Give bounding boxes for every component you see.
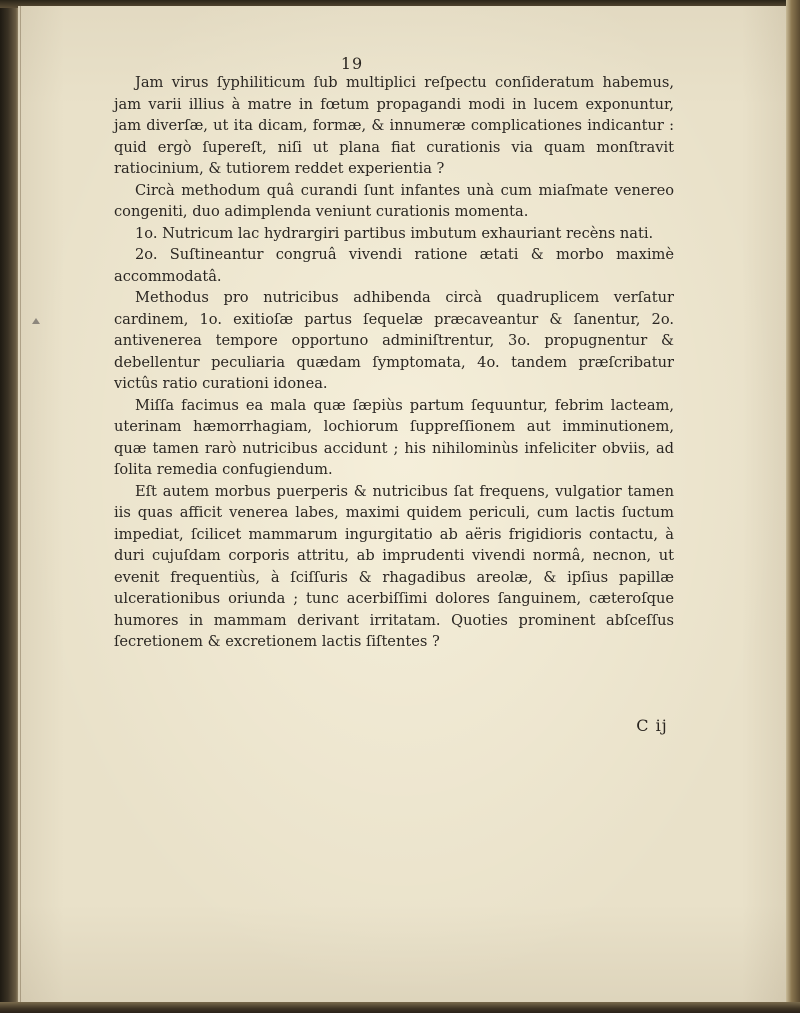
signature-mark: C ij xyxy=(636,716,668,735)
body-text xyxy=(114,72,674,653)
bottom-edge xyxy=(0,1002,800,1013)
paragraph: Methodus pro nutricibus adhibenda circà quadruplicem verſatur cardinem, 1o. exitioſæ partus ſequelæ præcaveantur & ſanentur, 2o. antivenerea tempore opportuno adminiſtrentur, 3o. propugnentur & debellentur peculiaria quædam ſymptomata, 4o. tandem præſcribatur victûs ratio curationi idonea. xyxy=(114,289,674,392)
page-edge xyxy=(786,0,800,1013)
paragraph: Circà methodum quâ curandi ſunt infantes unà cum miaſmate venereo congeniti, duo adimplenda veniunt curationis momenta. xyxy=(114,181,674,220)
book-binding xyxy=(0,0,20,1013)
paragraph: 2o. Suſtineantur congruâ vivendi ratione ætati & morbo maximè accommodatâ. xyxy=(114,246,674,285)
paragraph: Miſſa facimus ea mala quæ ſæpiùs partum ſequuntur, febrim lacteam, uterinam hæmorrhagiam, lochiorum ſuppreſſionem aut imminutionem, quæ tamen rarò nutricibus accidunt ; his nihilominùs infeliciter obviis, ad ſolita remedia confugiendum. xyxy=(114,396,674,478)
paragraph: Jam virus ſyphiliticum ſub multiplici reſpectu conſideratum habemus, jam varii illius à matre in fœtum propagandi modi in lucem exponuntur, jam diverſæ, ut ita dicam, formæ, & innumeræ complicationes indicantur : quid ergò ſupereſt, niſi ut plana fiat curationis via quam monſtravit ratiocinium, & tutiorem reddet experientia ? xyxy=(114,74,674,177)
page-number: 19 xyxy=(340,54,364,73)
gutter-line xyxy=(20,6,21,1004)
paragraph: Eſt autem morbus puerperis & nutricibus ſat frequens, vulgatior tamen iis quas afficit venerea labes, maximi quidem periculi, cum lactis ſuctum impediat, ſcilicet mammarum ingurgitatio ab aëris frigidioris contactu, à duri cujuſdam corporis attritu, ab imprudenti vivendi normâ, necnon, ut evenit frequentiùs, à ſciſſuris & rhagadibus areolæ, & ipſius papillæ ulcerationibus oriunda ; tunc acerbiſſimi dolores ſanguinem, cæteroſque humores in mammam derivant irritatam. Quoties prominent abſceſſus ſecretionem & excretionem lactis ſiſtentes ? xyxy=(114,482,674,650)
margin-mark xyxy=(32,318,40,324)
paragraph: 1o. Nutricum lac hydrargiri partibus imbutum exhauriant recèns nati. xyxy=(135,224,654,242)
